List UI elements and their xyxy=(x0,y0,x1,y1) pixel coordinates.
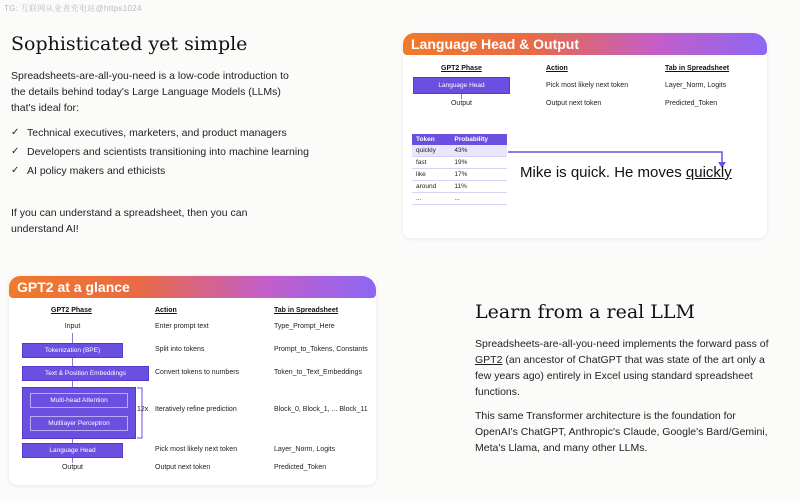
list-item: ✓ Technical executives, marketers, and product managers xyxy=(11,127,287,139)
flow-connector xyxy=(72,458,73,463)
gpt2-glance-card xyxy=(9,276,376,485)
tab-cell: Prompt_to_Tokens, Constants xyxy=(274,346,368,353)
tab-cell: Token_to_Text_Embeddings xyxy=(274,369,362,376)
language-head-card xyxy=(403,33,767,238)
learn-title: Learn from a real LLM xyxy=(475,301,695,323)
gpt2-glance-banner: GPT2 at a glance xyxy=(9,276,376,298)
intro-description: Spreadsheets-are-all-you-need is a low-code introduction to the details behind today's Large Language Models (LLMs) that's ideal for: xyxy=(11,70,289,114)
phase-box-language-head: Language Head xyxy=(22,443,123,458)
phase-box-language-head: Language Head xyxy=(413,77,510,94)
table-header: Probability xyxy=(450,134,507,145)
column-header-action: Action xyxy=(546,65,568,72)
repeat-bracket-icon xyxy=(136,387,149,439)
action-cell: Output next token xyxy=(155,464,211,471)
action-cell: Enter prompt text xyxy=(155,323,209,330)
table-row: around 11% xyxy=(412,181,507,193)
check-icon: ✓ xyxy=(11,146,20,157)
predicted-token: quickly xyxy=(685,164,732,181)
action-cell: Convert tokens to numbers xyxy=(155,369,240,376)
action-cell: Output next token xyxy=(546,100,602,107)
column-header-tab: Tab in Spreadsheet xyxy=(665,65,730,72)
check-icon: ✓ xyxy=(11,165,20,176)
gpt2-link[interactable]: GPT2 xyxy=(475,354,503,366)
action-cell: Pick most likely next token xyxy=(546,82,629,89)
tab-cell: Type_Prompt_Here xyxy=(274,323,335,330)
flow-connector xyxy=(72,333,73,343)
table-row: ... ... xyxy=(412,193,507,205)
phase-output: Output xyxy=(450,100,472,107)
tab-cell: Layer_Norm, Logits xyxy=(274,446,336,453)
flow-connector xyxy=(461,94,462,99)
watermark-text: TG: 互联网从业者充电站@https1024 xyxy=(4,4,142,13)
action-cell: Iteratively refine prediction xyxy=(155,406,237,413)
intro-title: Sophisticated yet simple xyxy=(11,33,248,55)
table-row: quickly 43% xyxy=(412,145,507,157)
column-header-phase: GPT2 Phase xyxy=(51,307,92,314)
flow-connector xyxy=(72,358,73,366)
probability-table xyxy=(412,134,507,205)
tab-cell: Layer_Norm, Logits xyxy=(665,82,727,89)
audience-list xyxy=(11,125,311,182)
tab-cell: Block_0, Block_1, ... Block_11 xyxy=(274,406,368,413)
check-icon: ✓ xyxy=(11,127,20,138)
tab-cell: Predicted_Token xyxy=(665,100,718,107)
column-header-phase: GPT2 Phase xyxy=(441,65,482,72)
language-head-banner: Language Head & Output xyxy=(403,33,767,55)
transformer-block xyxy=(22,387,136,439)
phase-box-tokenization: Tokenization (BPE) xyxy=(22,343,123,358)
table-row: like 17% xyxy=(412,169,507,181)
table-row: fast 19% xyxy=(412,157,507,169)
action-cell: Split into tokens xyxy=(155,346,205,353)
column-header-tab: Tab in Spreadsheet xyxy=(274,307,339,314)
phase-box-attention: Multi-head Attention xyxy=(30,393,128,408)
learn-paragraph-1: Spreadsheets-are-all-you-need implements the forward pass of GPT2 (an ancestor of ChatGPT that was state of the art only a few years ago) entirely in Excel using standard spreadsheet functions. xyxy=(475,338,769,398)
action-cell: Pick most likely next token xyxy=(155,446,238,453)
phase-box-embeddings: Text & Position Embeddings xyxy=(22,366,149,381)
tab-cell: Predicted_Token xyxy=(274,464,327,471)
table-header: Token xyxy=(412,134,450,145)
repeat-count: 12x xyxy=(137,406,149,413)
intro-closing: If you can understand a spreadsheet, then you can understand AI! xyxy=(11,207,248,235)
column-header-action: Action xyxy=(155,307,177,314)
example-sentence: Mike is quick. He moves quickly xyxy=(520,164,732,181)
phase-input: Input xyxy=(64,323,81,330)
list-item: ✓ Developers and scientists transitioning into machine learning xyxy=(11,146,309,158)
phase-output: Output xyxy=(61,464,83,471)
phase-box-mlp: Multilayer Perceptron xyxy=(30,416,128,431)
learn-paragraph-2: This same Transformer architecture is the foundation for OpenAI's ChatGPT, Anthropic's Claude, Google's Bard/Gemini, Meta's Llama, and many other LLMs. xyxy=(475,410,768,454)
list-item: ✓ AI policy makers and ethicists xyxy=(11,165,166,177)
